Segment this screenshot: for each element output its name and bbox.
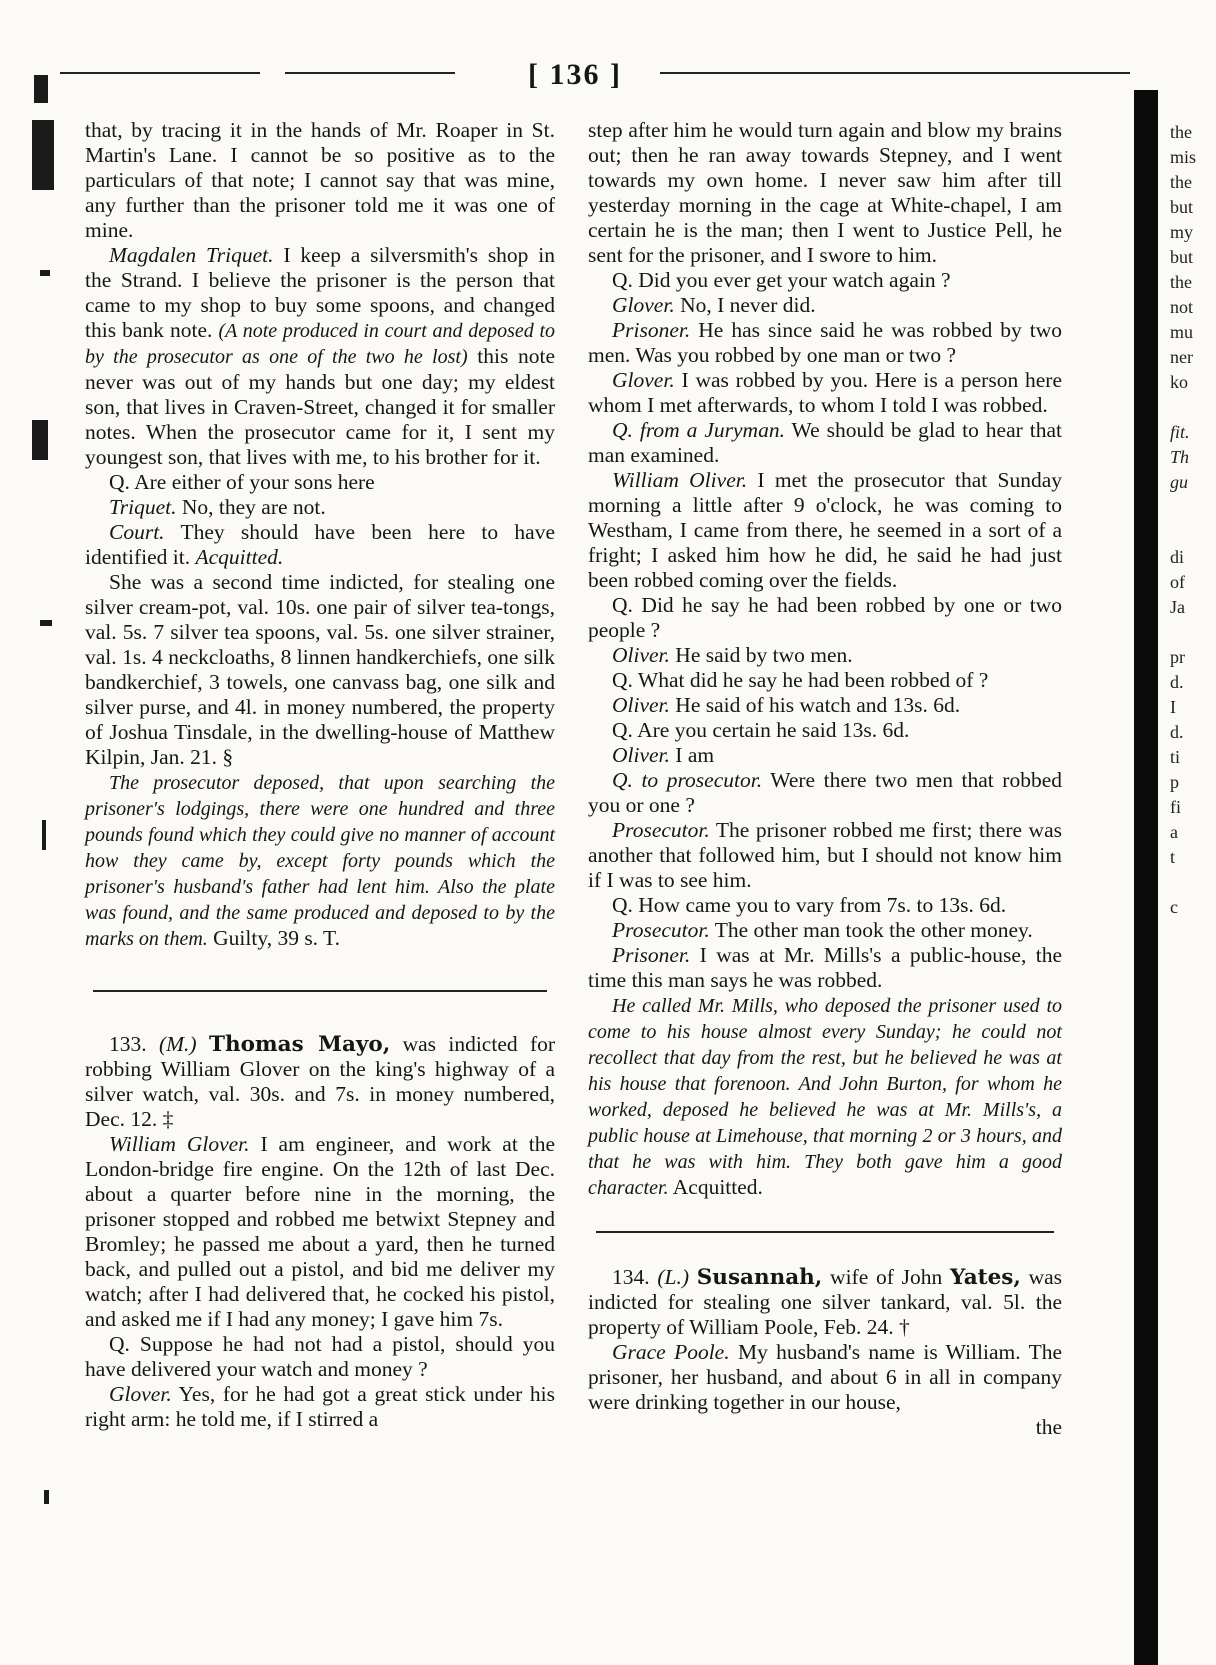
binding-shadow	[1134, 90, 1158, 1665]
italic-note: (A note produced in court and deposed to by the prosecutor as one of the two he lost)	[85, 320, 555, 368]
fragment-line: d.	[1170, 722, 1184, 742]
question-text: Are you certain he said 13s. 6d.	[637, 718, 910, 742]
speaker-name: Court.	[109, 520, 165, 544]
testimony-paragraph	[588, 1340, 1062, 1415]
fragment-line: c	[1170, 897, 1178, 917]
section-divider	[596, 1231, 1054, 1233]
speaker-name: Magdalen Triquet.	[109, 243, 274, 267]
question-marker: Q.	[612, 718, 633, 742]
fragment-line	[1170, 495, 1214, 520]
question-text: Did he say he had been robbed by one or two people ?	[588, 593, 1063, 642]
fragment-line: fi	[1170, 797, 1181, 817]
fragment-line: a	[1170, 822, 1178, 842]
question-paragraph	[588, 593, 1062, 643]
speaker-name: Grace Poole.	[612, 1340, 730, 1364]
speaker-name: Oliver.	[612, 693, 670, 717]
question-paragraph	[588, 668, 1062, 693]
speaker-name: Prosecutor.	[612, 918, 710, 942]
fragment-line: mu	[1170, 322, 1194, 342]
testimony-paragraph	[588, 318, 1062, 368]
testimony-text: I met the prosecutor that Sunday morning a little after 9 o'clock, he was coming to Westham, I came from there, he seemed in a sort of a fright; I asked him how he did, he said he had just been robbed coming over the fields.	[588, 468, 1063, 592]
testimony-paragraph	[588, 293, 1062, 318]
testimony-paragraph	[85, 1382, 555, 1432]
margin-specks	[20, 60, 80, 1560]
case-number: 134.	[612, 1265, 650, 1289]
fragment-line: my	[1170, 222, 1194, 242]
verdict: Acquitted.	[195, 545, 284, 569]
question-text: Suppose he had not had a pistol, should you have delivered your watch and money ?	[85, 1332, 556, 1381]
verdict: Acquitted.	[672, 1175, 763, 1199]
question-marker: Q.	[109, 470, 130, 494]
question-paragraph	[588, 718, 1062, 743]
testimony-paragraph	[85, 495, 555, 520]
fragment-line	[1170, 620, 1214, 645]
speaker-name: Prisoner.	[612, 318, 691, 342]
question-paragraph: Q. How came you to vary from 7s. to 13s. 6d.	[612, 893, 1007, 917]
testimony-paragraph	[85, 243, 555, 470]
fragment-line: ko	[1170, 372, 1188, 392]
testimony-paragraph	[588, 943, 1062, 993]
question-marker: Q.	[612, 668, 633, 692]
testimony-text: The other man took the other money.	[714, 918, 1033, 942]
testimony-text: He said of his watch and 13s. 6d.	[675, 693, 961, 717]
speaker-name: Oliver.	[612, 643, 670, 667]
defendant-name: Thomas Mayo,	[208, 1032, 391, 1057]
question-marker: Q.	[109, 1332, 130, 1356]
testimony-text: He has since said he was robbed by two men. Was you robbed by one man or two ?	[588, 318, 1062, 367]
question-text: Did you ever get your watch again ?	[638, 268, 951, 292]
question-paragraph	[85, 1332, 555, 1382]
summary-paragraph	[588, 993, 1062, 1201]
question-paragraph	[85, 470, 555, 495]
testimony-paragraph	[588, 693, 1062, 718]
case-code: (L.)	[657, 1265, 690, 1289]
speaker-name: Prosecutor.	[612, 818, 710, 842]
defendant-name: Susannah,	[696, 1265, 823, 1290]
testimony-text: My husband's name is William. The prisoner, her husband, and about 6 in all in company were drinking together in our house,	[588, 1340, 1062, 1414]
speaker-name: Prisoner.	[612, 943, 691, 967]
fragment-line: p	[1170, 772, 1179, 792]
indictment-paragraph: She was a second time indicted, for stealing one silver cream-pot, val. 10s. one pair of silver tea-tongs, val. 5s. 7 silver tea spoons, val. 5s. one silver strainer, val. 1s. 4 neckcloaths, 8 linnen handkerchiefs, one silk bandkerchief, 3 towels, one canvass bag, one silk and silver purse, and 4l. in money numbered, the property of Joshua Tinsdale, in the dwelling-house of Matthew Kilpin, Jan. 21. §	[85, 570, 555, 769]
speaker-name: Triquet.	[109, 495, 177, 519]
question-marker: Q.	[612, 593, 633, 617]
testimony-text: I am engineer, and work at the London-bridge fire engine. On the 12th of last Dec. about a quarter before nine in the morning, the prisoner stopped and robbed me betwixt Stepney and Bromley; he passed me about a yard, then he turned back, and pulled out a pistol, and bid me deliver my watch; after I had delivered that, he cocked his pistol, and asked me if I had any money; I gave him 7s.	[85, 1132, 556, 1331]
testimony-paragraph	[588, 643, 1062, 668]
speaker-name: Q. to prosecutor.	[612, 768, 763, 792]
case-text: was indicted for robbing William Glover on the king's highway of a silver watch, val. 30s. and 7s. in money numbered, Dec. 12. ‡	[85, 1032, 556, 1131]
speaker-name: Q. from a Juryman.	[612, 418, 785, 442]
italic-summary: He called Mr. Mills, who deposed the prisoner used to come to his house almost every Sunday; he could not recollect that day from the rest, but he believed he was at his house that forenoon. And John Burton, for whom he worked, deposed he believed he was at Mr. Mills's, a public house at Limehouse, that morning 2 or 3 hours, and that he was with him. They both gave him a good character.	[588, 995, 1062, 1199]
italic-summary: The prosecutor deposed, that upon searching the prisoner's lodgings, there were one hundred and three pounds found which they could give no manner of account how they came by, except forty pounds which the prisoner's husband's father had lent him. Also the plate was found, and the same produced and deposed to by the marks on them.	[85, 772, 555, 950]
case-number: 133.	[109, 1032, 147, 1056]
testimony-text: No, I never did.	[680, 293, 816, 317]
fragment-line: ner	[1170, 347, 1193, 367]
testimony-paragraph	[588, 368, 1062, 418]
speaker-name: William Glover.	[109, 1132, 250, 1156]
testimony-text: I am	[675, 743, 715, 767]
fragment-line: the	[1170, 172, 1192, 192]
question-marker: Q.	[612, 268, 633, 292]
testimony-paragraph	[85, 1132, 555, 1332]
testimony-text: He said by two men.	[675, 643, 853, 667]
header-rule-right	[660, 72, 1130, 74]
fragment-line: but	[1170, 247, 1194, 267]
speaker-name: Glover.	[109, 1382, 172, 1406]
testimony-paragraph	[588, 743, 1062, 768]
testimony-paragraph	[588, 818, 1062, 893]
summary-paragraph	[85, 770, 555, 952]
testimony-text: I keep a silversmith's shop in the Strand. I believe the prisoner is the person that came to my shop to buy some spoons, and changed this bank note.	[85, 243, 555, 342]
right-column	[588, 118, 1062, 1440]
testimony-text: I was at Mr. Mills's a public-house, the time this man says he was robbed.	[588, 943, 1063, 992]
header-rule-mid	[285, 72, 455, 74]
testimony-text: Yes, for he had got a great stick under his right arm: he told me, if I stirred a	[85, 1382, 555, 1431]
paragraph: that, by tracing it in the hands of Mr. Roaper in St. Martin's Lane. I cannot be so positive as to the particulars of that note; I cannot say that was mine, any further than the prisoner told me it was one of mine.	[85, 118, 555, 242]
left-column	[85, 118, 555, 1432]
fragment-line: but	[1170, 197, 1194, 217]
fragment-line: the	[1170, 122, 1192, 142]
fragment-line: I	[1170, 697, 1176, 717]
speaker-name: William Oliver.	[612, 468, 748, 492]
testimony-text: this note never was out of my hands but one day; my eldest son, that lives in Craven-Street, changed it for smaller notes. When the prosecutor came for it, I sent my youngest son, that lives with me, to his brother for it.	[85, 344, 556, 469]
testimony-text: We should be glad to hear that man examined.	[588, 418, 1062, 467]
speaker-name: Oliver.	[612, 743, 670, 767]
verdict: Guilty, 39 s. T.	[213, 926, 340, 950]
testimony-paragraph	[588, 918, 1062, 943]
page-number: [ 136 ]	[528, 58, 622, 91]
testimony-text: The prisoner robbed me first; there was another that followed him, but I should not know him if I was to see him.	[588, 818, 1062, 892]
fragment-line	[1170, 520, 1214, 545]
testimony-paragraph	[588, 768, 1062, 818]
fragment-line: fit.	[1170, 422, 1190, 442]
paragraph: step after him he would turn again and blow my brains out; then he ran away towards Stepney, and I went towards my own home. I never saw him after till yesterday morning in the cage at White-chapel, I am certain he is the man; then I went to Justice Pell, he sent for the prisoner, and I swore to him.	[588, 118, 1062, 267]
case-heading	[85, 1032, 555, 1132]
testimony-text: I was robbed by you. Here is a person here whom I met afterwards, to whom I told I was robbed.	[588, 368, 1062, 417]
testimony-paragraph	[588, 418, 1062, 468]
fragment-line: gu	[1170, 472, 1188, 492]
question-paragraph	[588, 268, 1062, 293]
case-heading	[588, 1265, 1062, 1340]
case-text: wife of John	[830, 1265, 943, 1289]
fragment-line: t	[1170, 847, 1176, 867]
testimony-text: They should have been here to have identified it.	[85, 520, 555, 569]
question-text: Are either of your sons here	[134, 470, 375, 494]
speaker-name: Glover.	[612, 293, 675, 317]
fragment-line: the	[1170, 272, 1192, 292]
testimony-paragraph	[588, 468, 1062, 593]
catchword: the	[1035, 1415, 1062, 1439]
fragment-line: Ja	[1170, 597, 1185, 617]
fragment-line: Th	[1170, 447, 1190, 467]
case-code: (M.)	[158, 1032, 197, 1056]
header-rule-left	[60, 72, 260, 74]
section-divider	[93, 990, 547, 992]
testimony-paragraph	[85, 520, 555, 570]
fragment-line: not	[1170, 297, 1194, 317]
fragment-line: di	[1170, 547, 1185, 567]
case-text: was indicted for stealing one silver tankard, val. 5l. the property of William Poole, Feb. 24. †	[588, 1265, 1063, 1339]
question-text: What did he say he had been robbed of ?	[637, 668, 989, 692]
fragment-line: ti	[1170, 747, 1181, 767]
speaker-name: Glover.	[612, 368, 675, 392]
facing-page-fragment	[1170, 120, 1214, 920]
fragment-line: d.	[1170, 672, 1184, 692]
fragment-line: of	[1170, 572, 1185, 592]
defendant-surname: Yates,	[950, 1265, 1021, 1290]
testimony-text: No, they are not.	[181, 495, 326, 519]
fragment-line: mis	[1170, 147, 1197, 167]
fragment-line	[1170, 395, 1214, 420]
fragment-line: pr	[1170, 647, 1185, 667]
fragment-line	[1170, 870, 1214, 895]
testimony-text: Were there two men that robbed you or one ?	[588, 768, 1062, 817]
